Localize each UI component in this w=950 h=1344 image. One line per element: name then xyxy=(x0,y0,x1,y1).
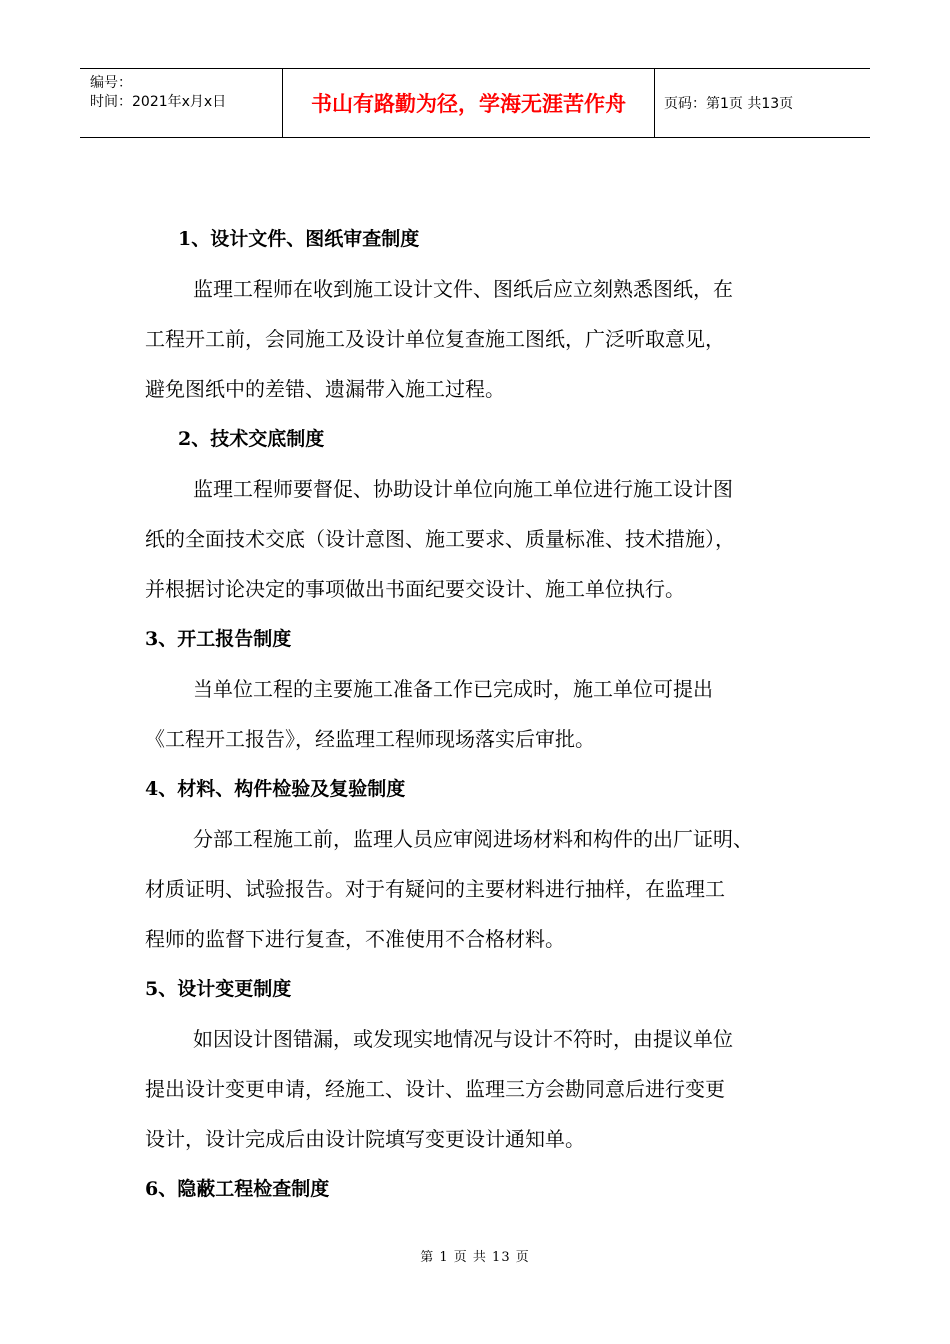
section-heading-3: 3、开工报告制度 xyxy=(145,628,292,650)
page-footer: 第 1 页 共 13 页 xyxy=(420,1250,530,1265)
section-heading-2: 2、技术交底制度 xyxy=(178,428,325,450)
paragraph-line: 提出设计变更申请，经施工、设计、监理三方会勘同意后进行变更 xyxy=(145,1077,725,1101)
document-body xyxy=(145,214,825,1214)
header-motto: 书山有路勤为径，学海无涯苦作舟 xyxy=(311,92,626,116)
header-table xyxy=(80,68,870,138)
paragraph-line: 监理工程师要督促、协助设计单位向施工单位进行施工设计图 xyxy=(193,477,733,501)
document-number-label: 编号： xyxy=(90,75,132,91)
paragraph-line: 监理工程师在收到施工设计文件、图纸后应立刻熟悉图纸，在 xyxy=(193,277,733,301)
paragraph-line: 分部工程施工前，监理人员应审阅进场材料和构件的出厂证明、 xyxy=(193,827,753,851)
section-heading-1: 1、设计文件、图纸审查制度 xyxy=(178,228,420,250)
paragraph-line: 当单位工程的主要施工准备工作已完成时，施工单位可提出 xyxy=(193,677,713,701)
paragraph-line: 并根据讨论决定的事项做出书面纪要交设计、施工单位执行。 xyxy=(145,577,685,601)
paragraph-line: 程师的监督下进行复查，不准使用不合格材料。 xyxy=(145,927,565,951)
section-heading-6: 6、隐蔽工程检查制度 xyxy=(145,1178,330,1200)
paragraph-line: 如因设计图错漏，或发现实地情况与设计不符时，由提议单位 xyxy=(193,1027,733,1051)
paragraph-line: 设计，设计完成后由设计院填写变更设计通知单。 xyxy=(145,1127,585,1151)
section-heading-5: 5、设计变更制度 xyxy=(145,978,292,1000)
paragraph-line: 纸的全面技术交底（设计意图、施工要求、质量标准、技术措施）， xyxy=(145,527,735,551)
header-divider xyxy=(654,69,655,137)
section-heading-4: 4、材料、构件检验及复验制度 xyxy=(145,778,406,800)
document-time-label: 时间：2021年x月x日 xyxy=(90,94,227,110)
header-page-info: 页码：第1页 共13页 xyxy=(664,96,794,112)
paragraph-line: 工程开工前，会同施工及设计单位复查施工图纸，广泛听取意见， xyxy=(145,327,725,351)
paragraph-line: 《工程开工报告》，经监理工程师现场落实后审批。 xyxy=(145,727,595,751)
header-meta-cell xyxy=(80,69,282,137)
paragraph-line: 避免图纸中的差错、遗漏带入施工过程。 xyxy=(145,377,505,401)
paragraph-line: 材质证明、试验报告。对于有疑问的主要材料进行抽样，在监理工 xyxy=(145,877,725,901)
